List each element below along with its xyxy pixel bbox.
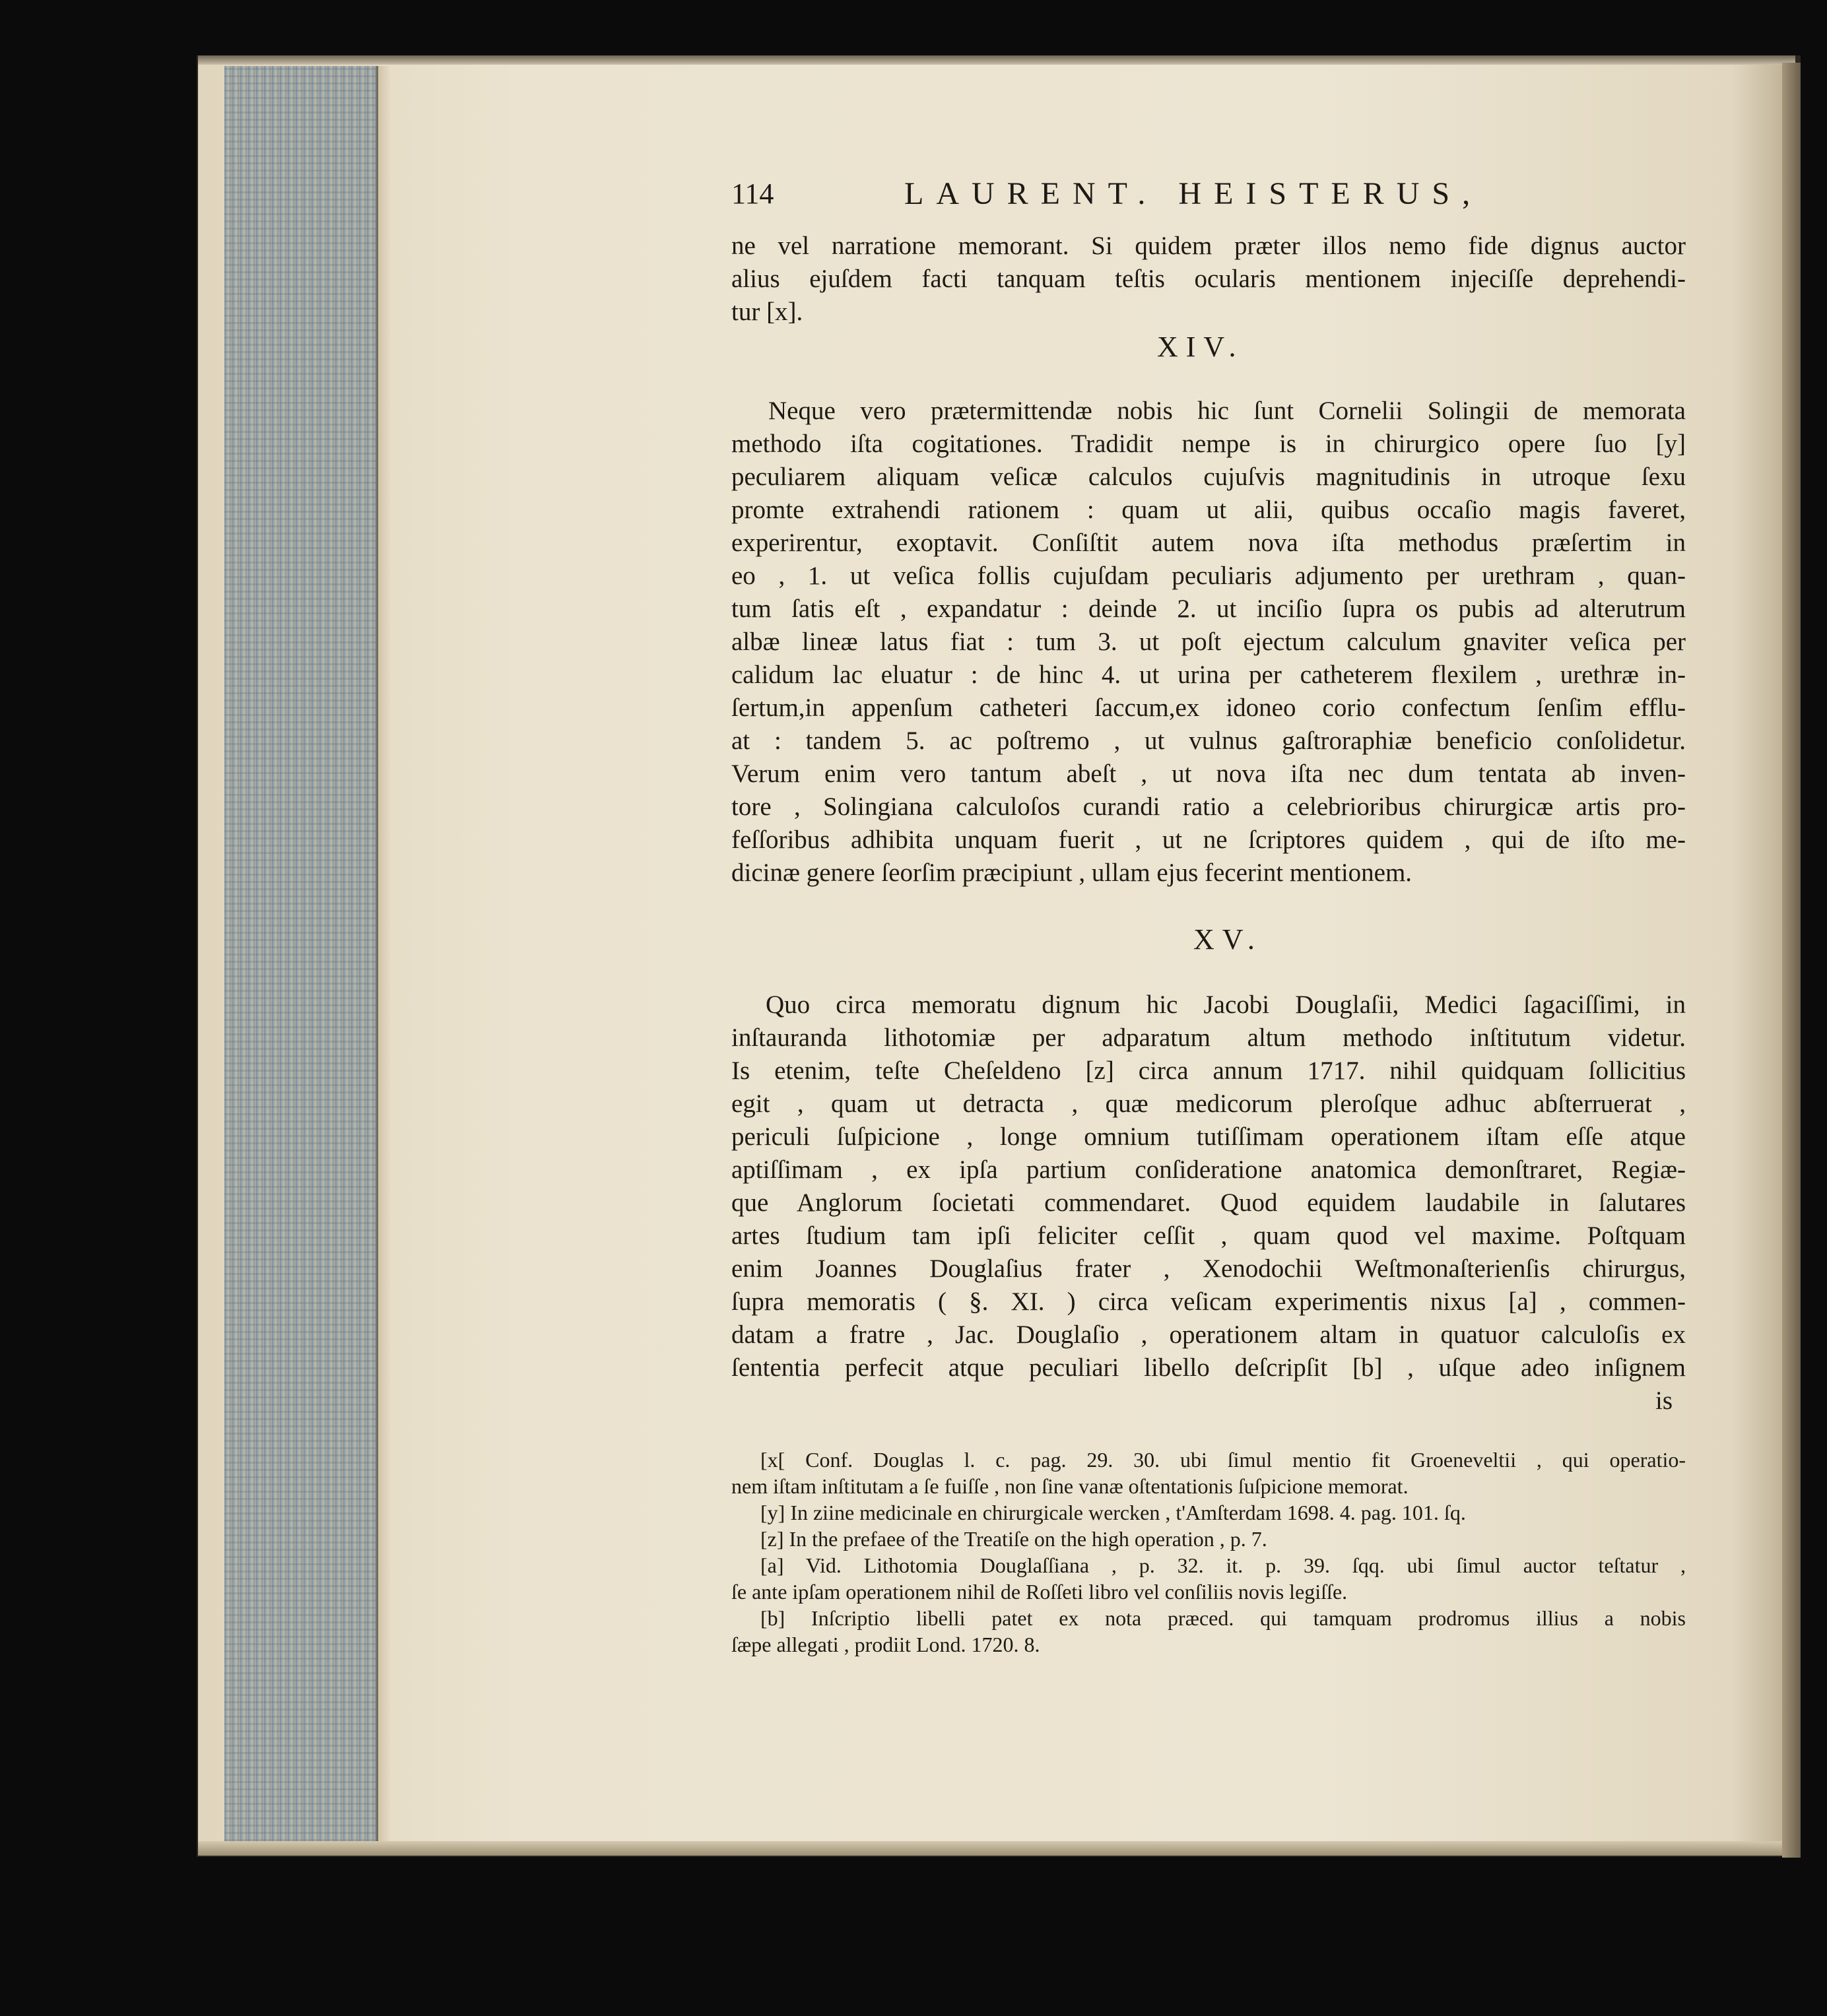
footnote-line: [a] Vid. Lithotomia Douglaſſiana , p. 32. it. p. 39. ſqq. ubi ſimul auctor teſtatur , [760, 1553, 1686, 1577]
text-line: feſſoribus adhibita unquam fuerit , ut ne ſcriptores quidem , qui de iſto me- [731, 826, 1686, 854]
text-line: dicinæ genere ſeorſim præcipiunt , ullam ejus fecerint mentionem. [731, 859, 1412, 887]
text-line: que Anglorum ſocietati commendaret. Quod equidem laudabile in ſalutares [731, 1188, 1686, 1217]
text-line: ne vel narratione memorant. Si quidem præter illos nemo fide dignus auctor [731, 232, 1686, 260]
footnote-line: nem iſtam inſtitutam a ſe fuiſſe , non ſine vanæ oſtentationis ſuſpicione memorat. [731, 1474, 1409, 1498]
footnote-line: [z] In the prefaee of the Treatiſe on the high operation , p. 7. [760, 1527, 1267, 1551]
text-line: calidum lac eluatur : de hinc 4. ut urina per catheterem flexilem , urethræ in- [731, 661, 1686, 689]
text-line: Verum enim vero tantum abeſt , ut nova iſta nec dum tentata ab inven- [731, 760, 1686, 788]
text-line: at : tandem 5. ac poſtremo , ut vulnus gaſtroraphiæ beneficio conſolidetur. [731, 727, 1686, 755]
catchword: is [1655, 1386, 1673, 1415]
running-head [731, 174, 1669, 220]
running-title: LAURENT. HEISTERUS, [904, 176, 1483, 211]
text-line: aptiſſimam , ex ipſa partium conſideratione anatomica demonſtraret, Regiæ- [731, 1155, 1686, 1184]
text-line: Neque vero prætermittendæ nobis hic ſunt Cornelii Solingii de memorata [768, 397, 1686, 425]
text-line: enim Joannes Douglaſius frater , Xenodochii Weſtmonaſterienſis chirurgus, [731, 1254, 1686, 1283]
text-line: methodo iſta cogitationes. Tradidit nempe is in chirurgico opere ſuo [y] [731, 430, 1686, 458]
text-line: alius ejuſdem facti tanquam teſtis ocularis mentionem injeciſſe deprehendi- [731, 265, 1686, 293]
text-line: peculiarem aliquam veſicæ calculos cujuſvis magnitudinis in utroque ſexu [731, 463, 1686, 491]
text-line: egit , quam ut detracta , quæ medicorum pleroſque adhuc abſterruerat , [731, 1089, 1686, 1118]
text-line: experirentur, exoptavit. Conſiſtit autem nova iſta methodus præſertim in [731, 529, 1686, 557]
section-heading-xiv: XIV. [1157, 331, 1244, 363]
footnote-line: [x[ Conf. Douglas l. c. pag. 29. 30. ubi ſimul mentio fit Groeneveltii , qui operatio- [760, 1448, 1686, 1472]
footnote-line: ſe ante ipſam operationem nihil de Roſſeti libro vel conſiliis novis legiſſe. [731, 1580, 1348, 1604]
text-line: ſertum,in appenſum catheteri ſaccum,ex idoneo corio confectum ſenſim efflu- [731, 694, 1686, 722]
page-number: 114 [731, 178, 774, 210]
text-line: ſententia perfecit atque peculiari libello deſcripſit [b] , uſque adeo inſignem [731, 1353, 1686, 1382]
text-line: tum ſatis eſt , expandatur : deinde 2. ut inciſio ſupra os pubis ad alterutrum [731, 595, 1686, 623]
right-page-fold [1782, 63, 1801, 1858]
page-top-edge [198, 55, 1795, 65]
text-line: datam a fratre , Jac. Douglaſio , operationem altam in quatuor calculoſis ex [731, 1320, 1686, 1349]
footnote-line: [b] Inſcriptio libelli patet ex nota præced. qui tamquam prodromus illius a nobis [760, 1606, 1686, 1630]
text-line: Quo circa memoratu dignum hic Jacobi Douglaſii, Medici ſagaciſſimi, in [766, 991, 1686, 1019]
text-line: albæ lineæ latus fiat : tum 3. ut poſt ejectum calculum gnaviter veſica per [731, 628, 1686, 656]
text-block-edge [224, 66, 378, 1841]
text-line: artes ſtudium tam ipſi feliciter ceſſit , quam quod vel maxime. Poſtquam [731, 1221, 1686, 1250]
text-line: inſtauranda lithotomiæ per adparatum altum methodo inſtitutum videtur. [731, 1024, 1686, 1052]
gutter-strip [378, 66, 390, 1841]
text-line: Is etenim, teſte Cheſeldeno [z] circa annum 1717. nihil quidquam ſollicitius [731, 1057, 1686, 1085]
text-line: promte extrahendi rationem : quam ut alii, quibus occaſio magis faveret, [731, 496, 1686, 524]
footnote-line: [y] In ziine medicinale en chirurgicale wercken , t'Amſterdam 1698. 4. pag. 101. ſq. [760, 1501, 1466, 1524]
text-line: tur [x]. [731, 298, 803, 326]
page-bottom-edge [198, 1841, 1795, 1856]
text-line: ſupra memoratis ( §. XI. ) circa veſicam experimentis nixus [a] , commen- [731, 1287, 1686, 1316]
text-line: periculi ſuſpicione , longe omnium tutiſſimam operationem iſtam eſſe atque [731, 1122, 1686, 1151]
text-line: eo , 1. ut veſica follis cujuſdam peculiaris adjumento per urethram , quan- [731, 562, 1686, 590]
section-heading-xv: XV. [1193, 923, 1263, 956]
text-line: tore , Solingiana calculoſos curandi ratio a celebrioribus chirurgicæ artis pro- [731, 793, 1686, 821]
footnote-line: ſæpe allegati , prodiit Lond. 1720. 8. [731, 1633, 1040, 1656]
